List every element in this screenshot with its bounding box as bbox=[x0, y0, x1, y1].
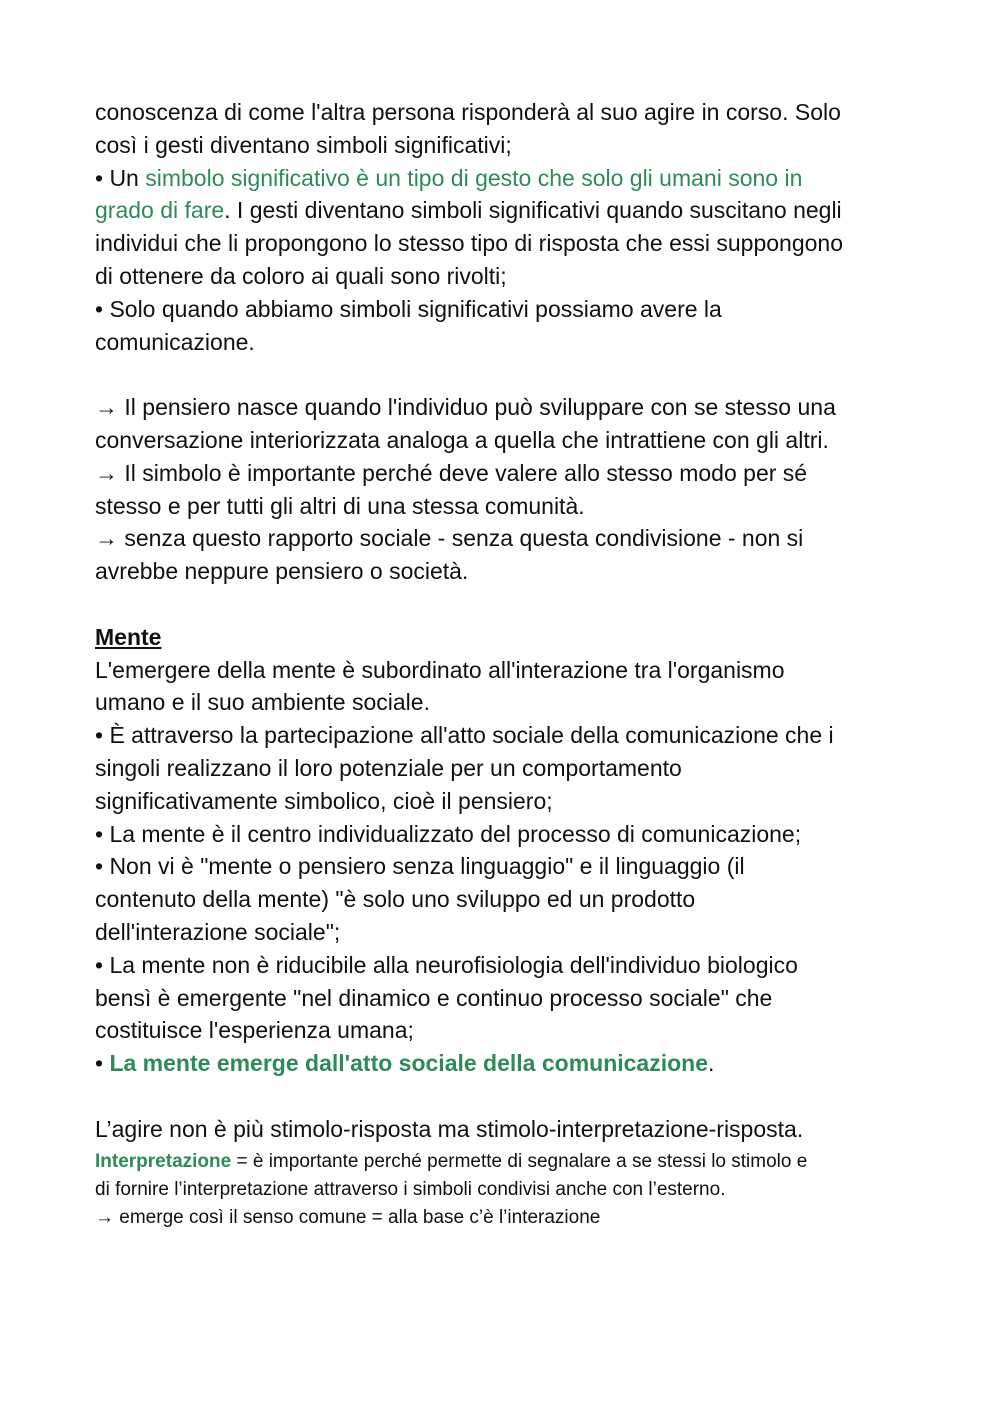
spacer bbox=[95, 358, 915, 391]
text-line: • Solo quando abbiamo simboli significativi possiamo avere la bbox=[95, 295, 722, 322]
text-line: costituisce l'esperienza umana; bbox=[95, 1017, 414, 1044]
text-line: così i gesti diventano simboli significativi; bbox=[95, 131, 512, 158]
text-line: umano e il suo ambiente sociale. bbox=[95, 689, 430, 716]
spacer bbox=[95, 1080, 915, 1113]
text-line: di ottenere da coloro ai quali sono rivolti; bbox=[95, 262, 507, 289]
text-line: conversazione interiorizzata analoga a quella che intrattiene con gli altri. bbox=[95, 426, 829, 453]
bullet-symbol-line bbox=[95, 162, 915, 195]
arrow-line: → emerge così il senso comune = alla base c’è l’interazione bbox=[95, 1206, 601, 1228]
text-span: = è importante perché permette di segnalare a se stessi lo stimolo e bbox=[231, 1150, 808, 1172]
text-line: bensì è emergente "nel dinamico e continuo processo sociale" che bbox=[95, 984, 773, 1011]
text-line: • È attraverso la partecipazione all'atto sociale della comunicazione che i bbox=[95, 722, 834, 749]
bullet-prefix: • bbox=[95, 1050, 110, 1077]
arrow-line: → Il simbolo è importante perché deve valere allo stesso modo per sé bbox=[95, 459, 808, 486]
interpretazione-line bbox=[95, 1148, 915, 1176]
highlight-text: simbolo significativo è un tipo di gesto che solo gli umani sono in bbox=[145, 164, 803, 191]
arrow-line: → Il pensiero nasce quando l'individuo può sviluppare con se stesso una bbox=[95, 394, 836, 421]
text-span: . bbox=[708, 1050, 715, 1077]
bullet-prefix: • Un bbox=[95, 164, 146, 191]
text-line: • La mente è il centro individualizzato del processo di comunicazione; bbox=[95, 820, 802, 847]
text-line: comunicazione. bbox=[95, 328, 255, 355]
text-line: conoscenza di come l'altra persona risponderà al suo agire in corso. Solo bbox=[95, 99, 841, 125]
term-interpretazione: Interpretazione bbox=[95, 1150, 232, 1172]
spacer bbox=[95, 588, 915, 621]
arrow-line: → senza questo rapporto sociale - senza questa condivisione - non si bbox=[95, 525, 804, 552]
text-span: . I gesti diventano simboli significativi quando suscitano negli bbox=[224, 197, 842, 224]
text-line: di fornire l’interpretazione attraverso i simboli condivisi anche con l’esterno. bbox=[95, 1178, 726, 1200]
text-line: dell'interazione sociale"; bbox=[95, 918, 341, 945]
highlight-text: La mente emerge dall'atto sociale della comunicazione bbox=[109, 1050, 709, 1077]
text-line: singoli realizzano il loro potenziale per un comportamento bbox=[95, 754, 682, 781]
text-line: L'emergere della mente è subordinato all'interazione tra l'organismo bbox=[95, 656, 785, 683]
text-line: contenuto della mente) "è solo uno sviluppo ed un prodotto bbox=[95, 886, 696, 913]
section-heading-mente: Mente bbox=[95, 623, 162, 650]
bullet-mente-emerge bbox=[95, 1047, 915, 1080]
text-line: significativamente simbolico, cioè il pensiero; bbox=[95, 787, 553, 814]
text-line: • La mente non è riducibile alla neurofisiologia dell'individuo biologico bbox=[95, 951, 798, 978]
text-line bbox=[95, 194, 915, 227]
text-line: stesso e per tutti gli altri di una stessa comunità. bbox=[95, 492, 585, 519]
text-line: individui che li propongono lo stesso tipo di risposta che essi suppongono bbox=[95, 230, 843, 257]
text-line: • Non vi è "mente o pensiero senza linguaggio" e il linguaggio (il bbox=[95, 853, 745, 880]
highlight-text: grado di fare bbox=[95, 197, 225, 224]
text-line: avrebbe neppure pensiero o società. bbox=[95, 558, 469, 585]
agire-line: L’agire non è più stimolo-risposta ma stimolo-interpretazione-risposta. bbox=[95, 1115, 804, 1142]
document-page bbox=[95, 96, 915, 1232]
